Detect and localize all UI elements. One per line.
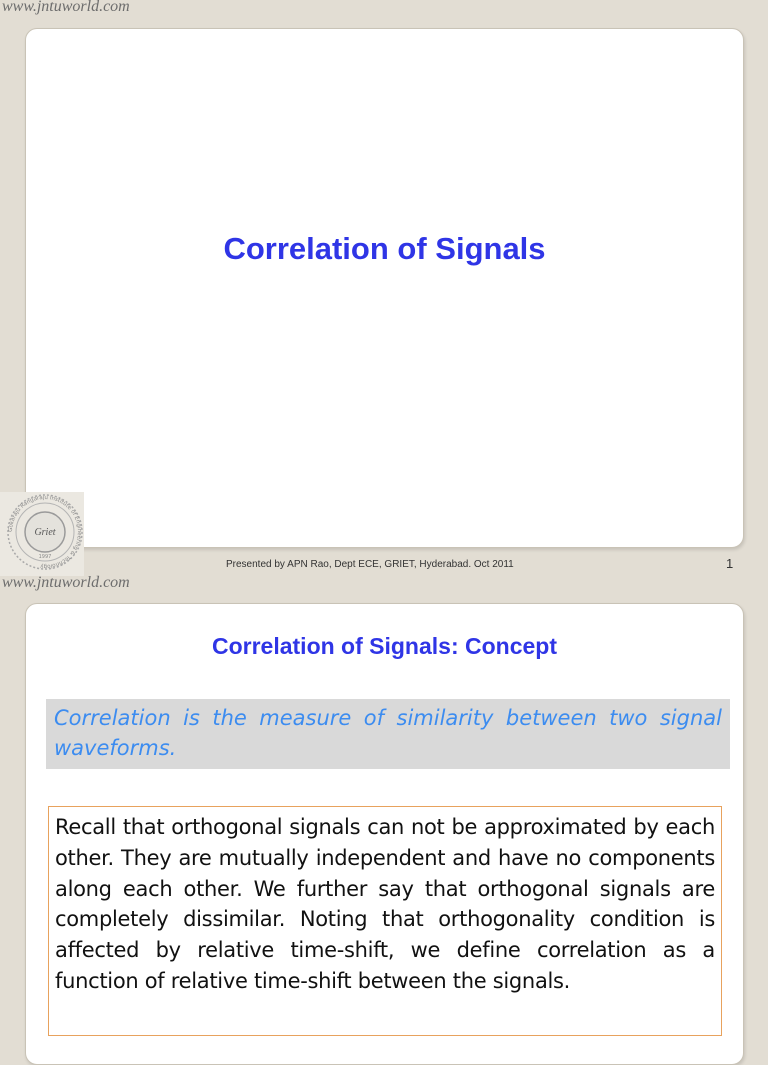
svg-text:1997: 1997 [38,554,52,560]
college-seal-logo [0,492,84,576]
watermark-middle: www.jntuworld.com [2,574,130,591]
definition-box: Correlation is the measure of similarity between two signal waveforms. [46,699,730,769]
slide-1-title: Correlation of Signals [223,231,546,266]
slide-2 [25,603,744,1065]
slide-2-title: Correlation of Signals: Concept [211,633,558,659]
slide-1-footer: Presented by APN Rao, Dept ECE, GRIET, Hyderabad. Oct 2011 [226,559,514,570]
svg-text:Gokaraju Rangaraju Institute o: Gokaraju Rangaraju Institute of Engineering & Technology [7,494,83,570]
svg-text:Griet: Griet [34,527,56,538]
slide-1-page-number: 1 [726,556,734,571]
slide-1 [25,28,744,548]
watermark-top: www.jntuworld.com [2,0,130,15]
recall-text-box: Recall that orthogonal signals can not be approximated by each other. They are mutually independent and have no components along each other. We further say that orthogonal signals are completely dissimilar. Noting that orthogonality condition is affected by relative time-shift, we define correlation as a function of relative time-shift between the signals. [48,806,722,1036]
